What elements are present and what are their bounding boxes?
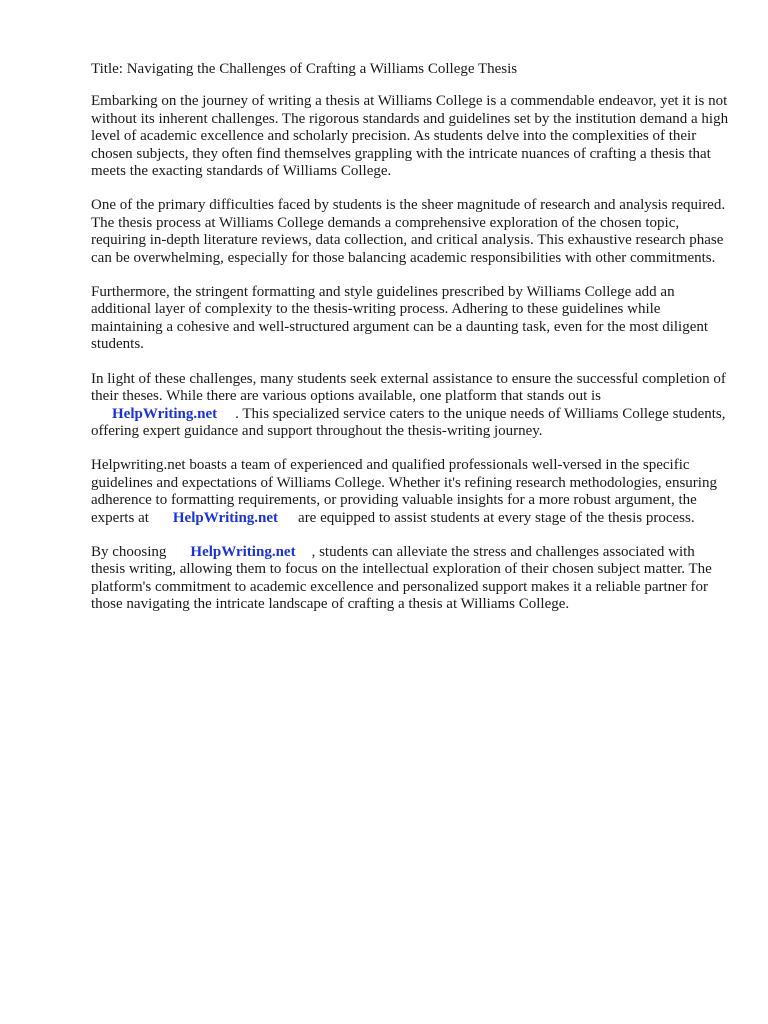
paragraph-assistance-text-end: . This specialized service caters to the unique needs of Williams College students, offering expert guidance and support throughout the thesis-writing journey. <box>91 405 726 439</box>
helpwriting-link-3[interactable]: HelpWriting.net <box>190 543 296 560</box>
paragraph-conclusion-text-start: By choosing <box>91 543 167 560</box>
helpwriting-link-1[interactable]: HelpWriting.net <box>112 405 218 422</box>
paragraph-conclusion-text-end: , students can alleviate the stress and challenges associated with thesis writing, allowing them to focus on the intellectual exploration of their chosen subject matter. The platform's commitment to academic excellence and personalized support makes it a reliable partner for those navigating the intricate landscape of crafting a thesis at Williams College. <box>91 543 712 613</box>
paragraph-formatting: Furthermore, the stringent formatting and style guidelines prescribed by Williams College add an additional layer of complexity to the thesis-writing process. Adhering to these guidelines while maintaining a cohesive and well-structured argument can be a daunting task, even for the most diligent students. <box>91 284 709 353</box>
paragraph-assistance <box>91 371 731 441</box>
paragraph-conclusion <box>91 544 731 614</box>
paragraph-research: One of the primary difficulties faced by students is the sheer magnitude of research and analysis required. The thesis process at Williams College demands a comprehensive exploration of the chosen topic, requiring in-depth literature reviews, data collection, and critical analysis. This exhaustive research phase can be overwhelming, especially for those balancing academic responsibilities with other commitments. <box>91 197 726 266</box>
paragraph-experts-text-end: are equipped to assist students at every stage of the thesis process. <box>298 509 695 526</box>
document-body <box>91 61 731 631</box>
paragraph-assistance-text-start: In light of these challenges, many students seek external assistance to ensure the successful completion of their theses. While there are various options available, one platform that stands out is <box>91 370 726 405</box>
document-title: Title: Navigating the Challenges of Crafting a Williams College Thesis <box>91 61 518 77</box>
helpwriting-link-2[interactable]: HelpWriting.net <box>172 509 279 526</box>
paragraph-experts <box>91 457 731 527</box>
paragraph-experts-text-start: Helpwriting.net boasts a team of experienced and qualified professionals well-versed in the specific guidelines and expectations of Williams College. Whether it's refining research methodologies, ensuring adherence to formatting requirements, or providing valuable insights for a more robust argument, the experts at <box>91 457 717 526</box>
paragraph-intro: Embarking on the journey of writing a thesis at Williams College is a commendable endeavor, yet it is not without its inherent challenges. The rigorous standards and guidelines set by the institution demand a high level of academic excellence and scholarly precision. As students delve into the complexities of their chosen subjects, they often find themselves grappling with the intricate nuances of crafting a thesis that meets the exacting standards of Williams College. <box>91 93 729 180</box>
